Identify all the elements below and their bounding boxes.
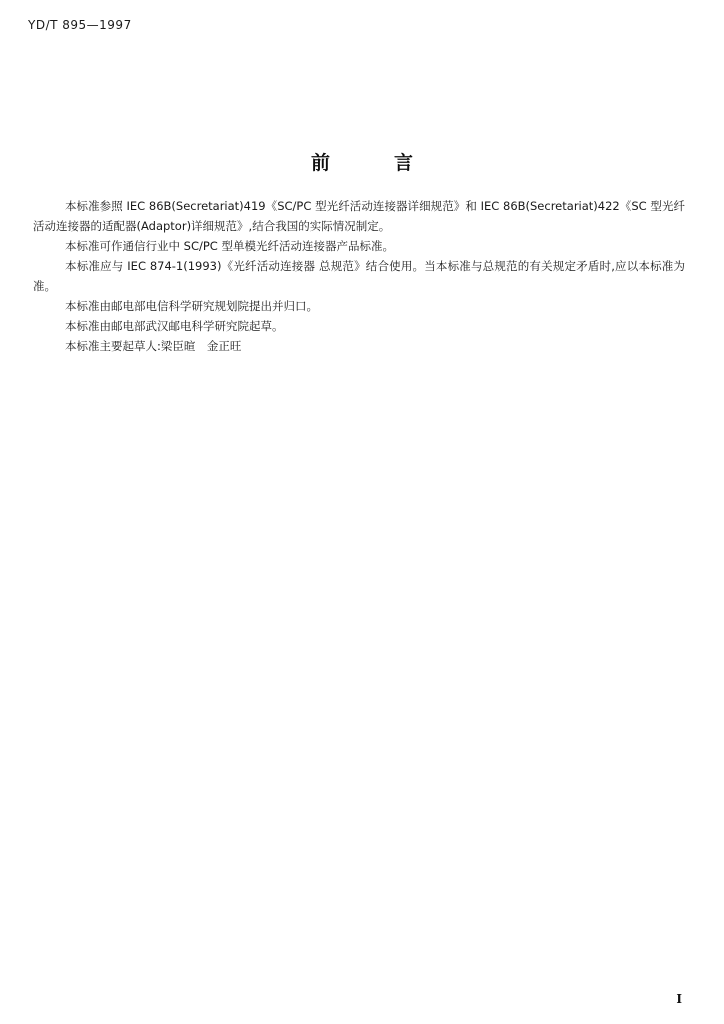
paragraph-drafter: 本标准由邮电部武汉邮电科学研究院起草。: [65, 319, 284, 333]
title-char-2: 言: [394, 152, 414, 174]
standard-code: YD/T 895—1997: [28, 18, 132, 32]
paragraph-authors: 本标准主要起草人:梁臣暄 金正旺: [65, 339, 242, 353]
page-title: [0, 148, 724, 175]
paragraph-proposer: 本标准由邮电部电信科学研究规划院提出并归口。: [65, 299, 318, 313]
title-char-1: 前: [310, 152, 330, 174]
paragraph-usage: 本标准应与 IEC 874-1(1993)《光纤活动连接器 总规范》结合使用。当本标准与总规范的有关规定矛盾时,应以本标准为准。: [33, 259, 685, 293]
paragraph-reference-standards: 本标准参照 IEC 86B(Secretariat)419《SC/PC 型光纤活动连接器详细规范》和 IEC 86B(Secretariat)422《SC 型光纤活动连接器的适配器(Adaptor)详细规范》,结合我国的实际情况制定。: [33, 199, 685, 233]
foreword-body: [33, 196, 685, 356]
paragraph-scope: 本标准可作通信行业中 SC/PC 型单模光纤活动连接器产品标准。: [65, 239, 394, 253]
page-number: I: [676, 992, 682, 1006]
